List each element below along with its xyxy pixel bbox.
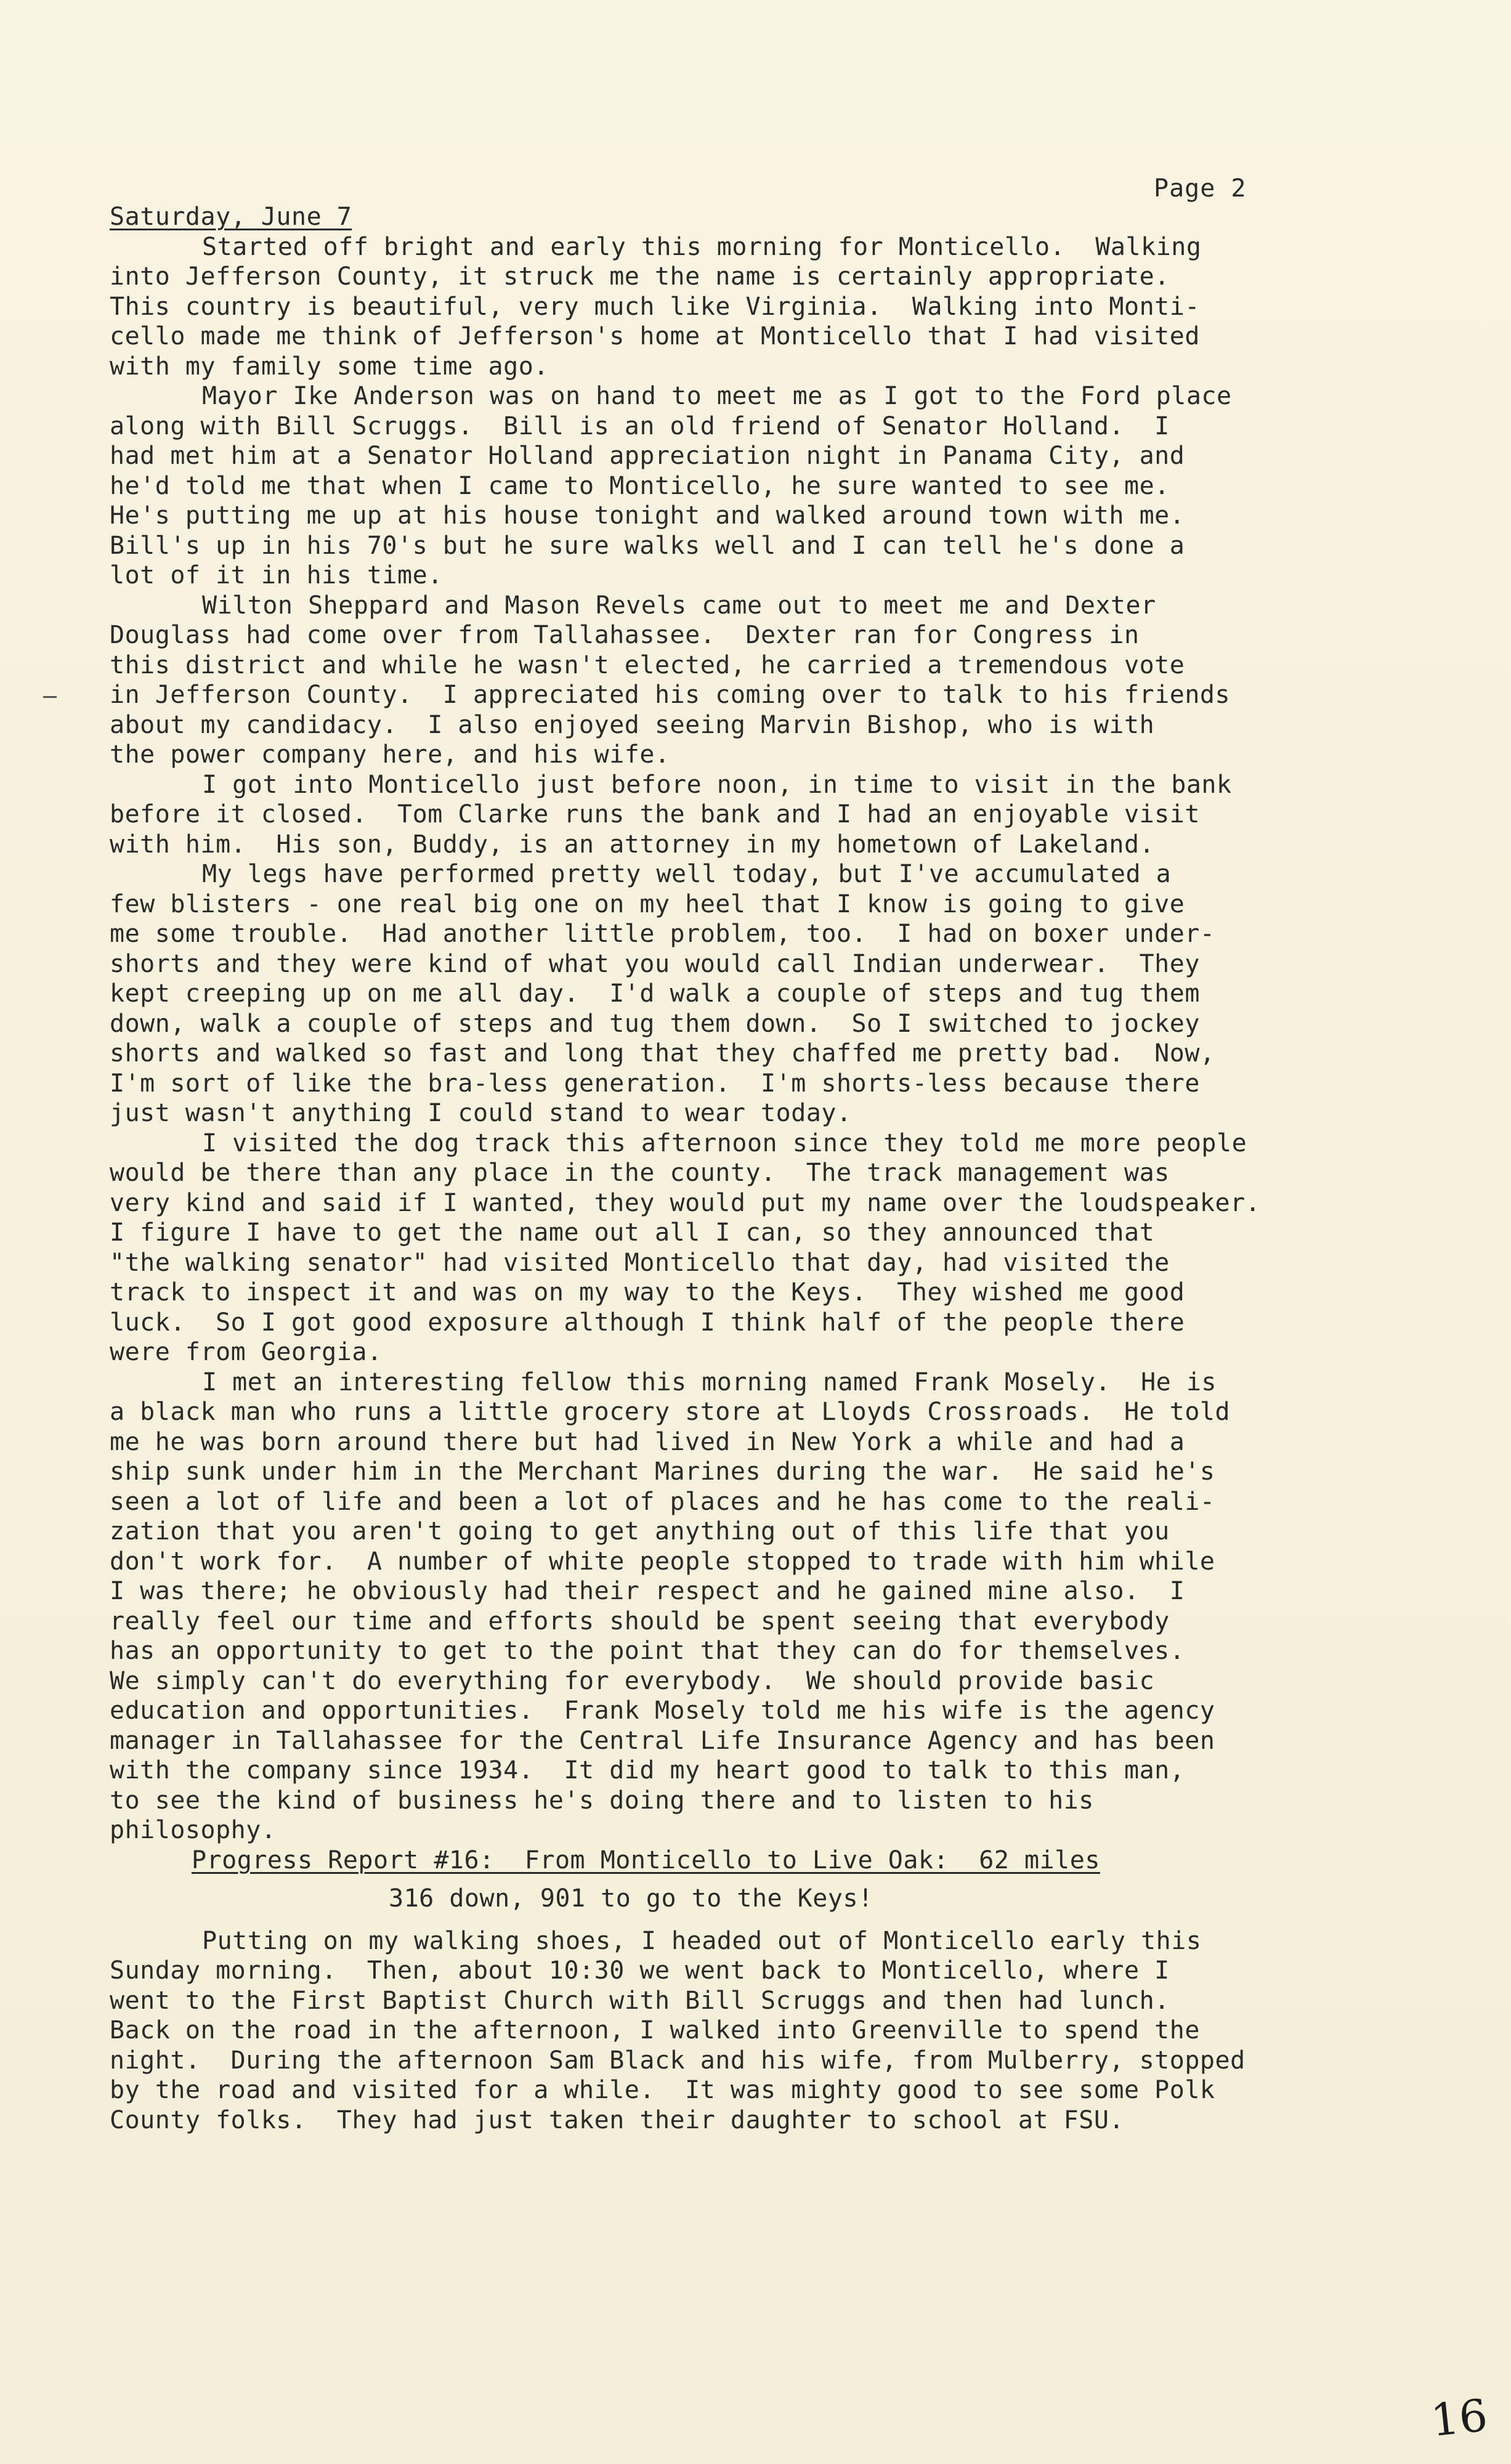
text-line: the power company here, and his wife. xyxy=(110,740,670,769)
text-line: I'm sort of like the bra-less generation. I'm shorts-less because there xyxy=(110,1069,1200,1098)
text-line: Sunday morning. Then, about 10:30 we went back to Monticello, where I xyxy=(110,1956,1170,1985)
text-line: I figure I have to get the name out all I can, so they announced that xyxy=(110,1218,1155,1247)
text-line: ship sunk under him in the Merchant Marines during the war. He said he's xyxy=(110,1457,1215,1486)
text-line: Started off bright and early this morning for Monticello. Walking xyxy=(202,232,1202,261)
text-line: about my candidacy. I also enjoyed seeing Marvin Bishop, who is with xyxy=(110,710,1155,739)
text-line: My legs have performed pretty well today, but I've accumulated a xyxy=(202,860,1172,888)
text-line: Putting on my walking shoes, I headed out of Monticello early this xyxy=(202,1926,1202,1955)
text-line: don't work for. A number of white people stopped to trade with him while xyxy=(110,1547,1215,1576)
text-line: I visited the dog track this afternoon since they told me more people xyxy=(202,1129,1247,1157)
text-line: lot of it in his time. xyxy=(110,561,443,590)
text-line: I was there; he obviously had their respect and he gained mine also. I xyxy=(110,1577,1185,1605)
text-line: "the walking senator" had visited Monticello that day, had visited the xyxy=(110,1248,1170,1277)
text-line: manager in Tallahassee for the Central Life Insurance Agency and has been xyxy=(110,1726,1215,1755)
text-line: a black man who runs a little grocery store at Lloyds Crossroads. He told xyxy=(110,1398,1231,1426)
text-line: had met him at a Senator Holland appreciation night in Panama City, and xyxy=(110,442,1185,470)
text-line: seen a lot of life and been a lot of places and he has come to the reali- xyxy=(110,1487,1215,1516)
text-line: Wilton Sheppard and Mason Revels came out to meet me and Dexter xyxy=(202,591,1156,620)
text-line: This country is beautiful, very much like Virginia. Walking into Monti- xyxy=(110,292,1200,321)
text-line: very kind and said if I wanted, they would put my name over the loudspeaker. xyxy=(110,1188,1261,1217)
progress-report-subheading: 316 down, 901 to go to the Keys! xyxy=(389,1884,873,1913)
text-line: just wasn't anything I could stand to wear today. xyxy=(110,1099,852,1127)
text-line: shorts and walked so fast and long that they chaffed me pretty bad. Now, xyxy=(110,1039,1215,1068)
text-line: Bill's up in his 70's but he sure walks well and I can tell he's done a xyxy=(110,531,1185,560)
page-number: Page 2 xyxy=(1154,174,1247,203)
text-line: me he was born around there but had lived in New York a while and had a xyxy=(110,1427,1185,1456)
text-line: went to the First Baptist Church with Bill Scruggs and then had lunch. xyxy=(110,1986,1170,2015)
text-line: this district and while he wasn't elected, he carried a tremendous vote xyxy=(110,650,1185,679)
text-line: really feel our time and efforts should be spent seeing that everybody xyxy=(110,1607,1170,1635)
text-line: education and opportunities. Frank Mosely told me his wife is the agency xyxy=(110,1696,1215,1725)
text-line: me some trouble. Had another little problem, too. I had on boxer under- xyxy=(110,920,1215,948)
text-line: cello made me think of Jefferson's home at Monticello that I had visited xyxy=(110,322,1200,351)
text-line: by the road and visited for a while. It was mighty good to see some Polk xyxy=(110,2076,1215,2104)
text-line: he'd told me that when I came to Monticello, he sure wanted to see me. xyxy=(110,471,1170,500)
text-line: We simply can't do everything for everybody. We should provide basic xyxy=(110,1666,1155,1695)
text-line: few blisters - one real big one on my heel that I know is going to give xyxy=(110,890,1185,918)
margin-mark xyxy=(43,696,57,698)
text-line: in Jefferson County. I appreciated his coming over to talk to his friends xyxy=(110,681,1231,709)
progress-report-heading: Progress Report #16: From Monticello to Live Oak: 62 miles xyxy=(192,1846,1100,1874)
text-line: County folks. They had just taken their daughter to school at FSU. xyxy=(110,2105,1124,2134)
handwritten-page-number: 16 xyxy=(1428,2389,1490,2447)
text-line: has an opportunity to get to the point that they can do for themselves. xyxy=(110,1637,1185,1665)
text-line: kept creeping up on me all day. I'd walk a couple of steps and tug them xyxy=(110,979,1200,1008)
text-line: along with Bill Scruggs. Bill is an old friend of Senator Holland. I xyxy=(110,411,1170,440)
text-line: to see the kind of business he's doing there and to listen to his xyxy=(110,1786,1094,1815)
text-line: would be there than any place in the county. The track management was xyxy=(110,1159,1170,1187)
text-line: track to inspect it and was on my way to the Keys. They wished me good xyxy=(110,1278,1185,1307)
text-line: with him. His son, Buddy, is an attorney in my hometown of Lakeland. xyxy=(110,830,1155,859)
text-line: before it closed. Tom Clarke runs the bank and I had an enjoyable visit xyxy=(110,800,1200,829)
text-line: Douglass had come over from Tallahassee. Dexter ran for Congress in xyxy=(110,621,1140,649)
text-line: Back on the road in the afternoon, I walked into Greenville to spend the xyxy=(110,2016,1200,2045)
text-line: with the company since 1934. It did my heart good to talk to this man, xyxy=(110,1756,1185,1785)
text-line: night. During the afternoon Sam Black and his wife, from Mulberry, stopped xyxy=(110,2046,1246,2075)
text-line: philosophy. xyxy=(110,1816,277,1844)
text-line: zation that you aren't going to get anything out of this life that you xyxy=(110,1517,1170,1546)
text-line: I met an interesting fellow this morning named Frank Mosely. He is xyxy=(202,1368,1217,1396)
text-line: He's putting me up at his house tonight and walked around town with me. xyxy=(110,501,1185,530)
text-line: luck. So I got good exposure although I think half of the people there xyxy=(110,1308,1185,1337)
date-heading: Saturday, June 7 xyxy=(110,203,352,231)
text-line: with my family some time ago. xyxy=(110,352,549,381)
text-line: into Jefferson County, it struck me the name is certainly appropriate. xyxy=(110,262,1170,291)
text-line: down, walk a couple of steps and tug them down. So I switched to jockey xyxy=(110,1009,1200,1038)
text-line: shorts and they were kind of what you would call Indian underwear. They xyxy=(110,949,1200,978)
text-line: Mayor Ike Anderson was on hand to meet me as I got to the Ford place xyxy=(202,382,1232,410)
text-line: I got into Monticello just before noon, in time to visit in the bank xyxy=(202,770,1232,799)
document-body xyxy=(110,202,1428,2135)
text-line: were from Georgia. xyxy=(110,1338,383,1366)
